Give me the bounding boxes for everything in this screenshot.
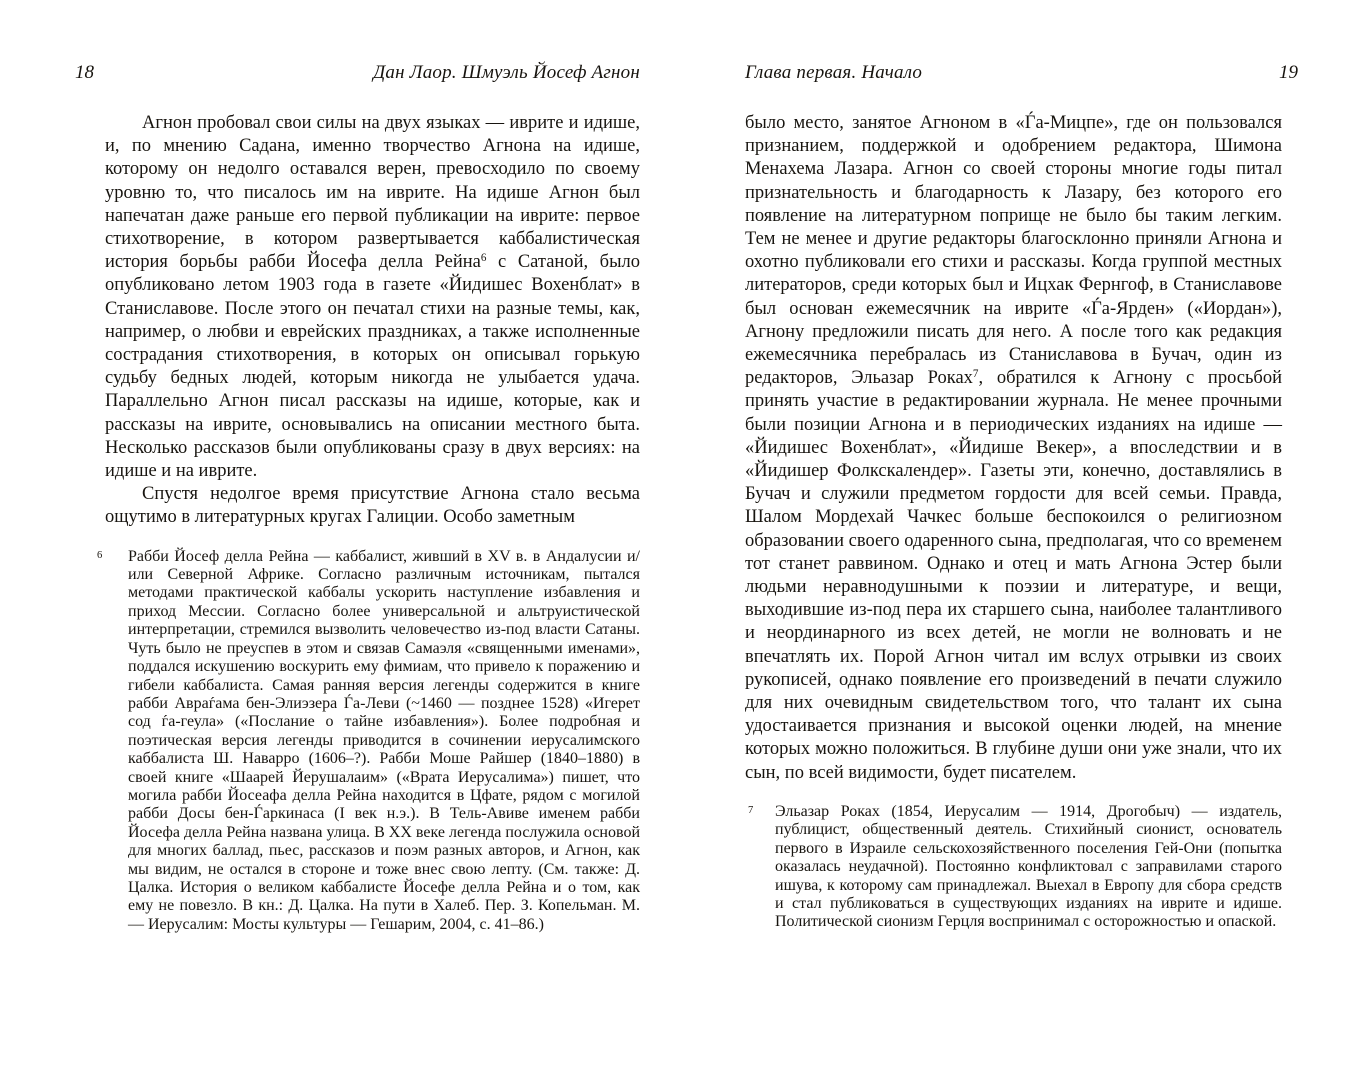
footnote-text: Рабби Йосеф делла Рейна — каббалист, живший в XV в. в Андалусии и/или Северной Африке. Согласно различным источникам, пытался методами практической каббалы ускорить наступление избавления и приход Мессии. Согласно более универсальной и альтруистической интерпретации, стремился вызволить человечество из-под власти Сатаны. Чуть было не преуспев в этом и связав Самаэля «священными именами», поддался искушению воскурить ему фимиам, что привело к поражению и гибели каббалиста. Самая ранняя версия легенды содержится в книге рабби Авраѓама бен-Элиэзера Ѓа-Леви (~1460 — позднее 1528) «Игерет сод ѓа-геула» («Послание о тайне избавления»). Более подробная и поэтическая версия легенды приводится в сочинении иерусалимского каббалиста Ш. Наварро (1606–?). Рабби Моше Райшер (1840–1880) в своей книге «Шаарей Йерушалаим» («Врата Иерусалима») пишет, что могила рабби Йосеафа делла Рейна находится в Цфате, рядом с могилой рабби Досы бен-Ѓаркинаса (I век н.э.). В Тель-Авиве именем рабби Йосефа делла Рейна названа улица. В XX веке легенда послужила основой для многих баллад, пьес, рассказов и поэм разных авторов, и Агнон, как мы видим, не остался в стороне и тоже внес свою лепту. (См. также: Д. Цалка. История о великом каббалисте Йосефе делла Рейна и о том, как ему не повезло. В кн.: Д. Цалка. На пути в Халеб. Пер. З. Копельман. М. — Иерусалим: Мосты культуры — Гешарим, 2004, с. 41–86.) <box>128 547 640 933</box>
page-number-right: 19 <box>1279 62 1298 83</box>
footnotes-right <box>745 803 1282 932</box>
page-header-left <box>75 62 640 84</box>
running-head-left: Дан Лаор. Шмуэль Йосеф Агнон <box>373 62 640 83</box>
page-right <box>745 62 1298 932</box>
paragraph: Агнон пробовал свои силы на двух языках — иврите и идише, и, по мнению Садана, именно творчество Агнона на идише, которому он недолго оставался верен, превосходило по своему уровню то, что писалось им на иврите. На идише Агнон был напечатан даже раньше его первой публикации на иврите: первое стихотворение, в котором развертывается каббалистическая история борьбы рабби Йосефа делла Рейна$^6$ с Сатаной, было опубликовано летом 1903 года в газете «Йидишес Вохенблат» в Станиславове. После этого он печатал стихи на разные темы, как, например, о любви и еврейских праздниках, а также исполненные сострадания стихотворения, в которых он описывал горькую судьбу бедных людей, которым никогда не улыбается удача. Параллельно Агнон писал рассказы на идише, которые, как и рассказы на иврите, основывались на описании местного быта. Несколько рассказов были опубликованы сразу в двух версиях: на идише и на иврите. <box>105 113 640 482</box>
page-number-left: 18 <box>75 62 94 83</box>
footnote <box>745 803 1282 932</box>
main-text-left <box>105 112 640 530</box>
footnote-text: Эльазар Роках (1854, Иерусалим — 1914, Дрогобыч) — издатель, публицист, общественный деятель. Стихийный сионист, основатель первого в Израиле сельскохозяйственного поселения Гей-Они (попытка оказалась неудачной). Постоянно конфликтовал с заправилами старого ишува, к которому сам принадлежал. Выехал в Европу для сбора средств и стал публиковаться в существующих изданиях на иврите и идише. Политической сионизм Герцля воспринимал с осторожностью и опаской. <box>775 802 1282 931</box>
footnote-reference: 7 <box>972 368 979 381</box>
footnote-marker: 7 <box>748 804 754 816</box>
footnote <box>75 548 640 935</box>
running-head-right: Глава первая. Начало <box>745 62 923 83</box>
page-left <box>75 62 640 934</box>
main-text-right <box>745 112 1282 785</box>
paragraph: Спустя недолгое время присутствие Агнона стало весьма ощутимо в литературных кругах Галиции. Особо заметным <box>105 484 640 528</box>
footnote-reference: 6 <box>480 252 487 265</box>
footnote-marker: 6 <box>97 549 103 561</box>
paragraph: было место, занятое Агноном в «Ѓа-Мицпе», где он пользовался признанием, поддержкой и одобрением редактора, Шимона Менахема Лазара. Агнон со своей стороны многие годы питал признательность и благодарность к Лазару, без которого его появление на литературном поприще не было бы таким легким. Тем не менее и другие редакторы благосклонно приняли Агнона и охотно публиковали его стихи и рассказы. Когда группой местных литераторов, среди которых был и Ицхак Фернгоф, в Станиславове был основан ежемесячник на иврите «Ѓа-Ярден» («Иордан»), Агнону предложили писать для него. А после того как редакция ежемесячника перебралась из Станиславова в Бучач, один из редакторов, Эльазар Роках$^7$, обратился к Агнону с просьбой принять участие в редактировании журнала. Не менее прочными были позиции Агнона и в периодических изданиях на идише — «Йидишес Вохенблат», «Йидише Векер», а впоследствии и в «Йидишер Фолкскалендер». Газеты эти, конечно, доставлялись в Бучач и служили предметом гордости для всей семьи. Правда, Шалом Мордехай Чачкес больше беспокоился о религиозном образовании своего одаренного сына, предполагая, что со временем тот станет раввином. Однако и отец и мать Агнона Эстер были людьми неравнодушными к поэзии и литературе, и вещи, выходившие из-под пера их старшего сына, наиболее талантливого и неординарного из всех детей, не могли не волновать и не впечатлять их. Порой Агнон читал им вслух отрывки из своих рукописей, однако появление его произведений в печати служило для них очевидным свидетельством того, что талант их сына удостаивается признания и высокой оценки людей, на мнение которых можно положиться. В глубине души они уже знали, что их сын, по всей видимости, будет писателем. <box>745 113 1282 783</box>
page-header-right <box>745 62 1298 84</box>
footnotes-left <box>75 548 640 935</box>
